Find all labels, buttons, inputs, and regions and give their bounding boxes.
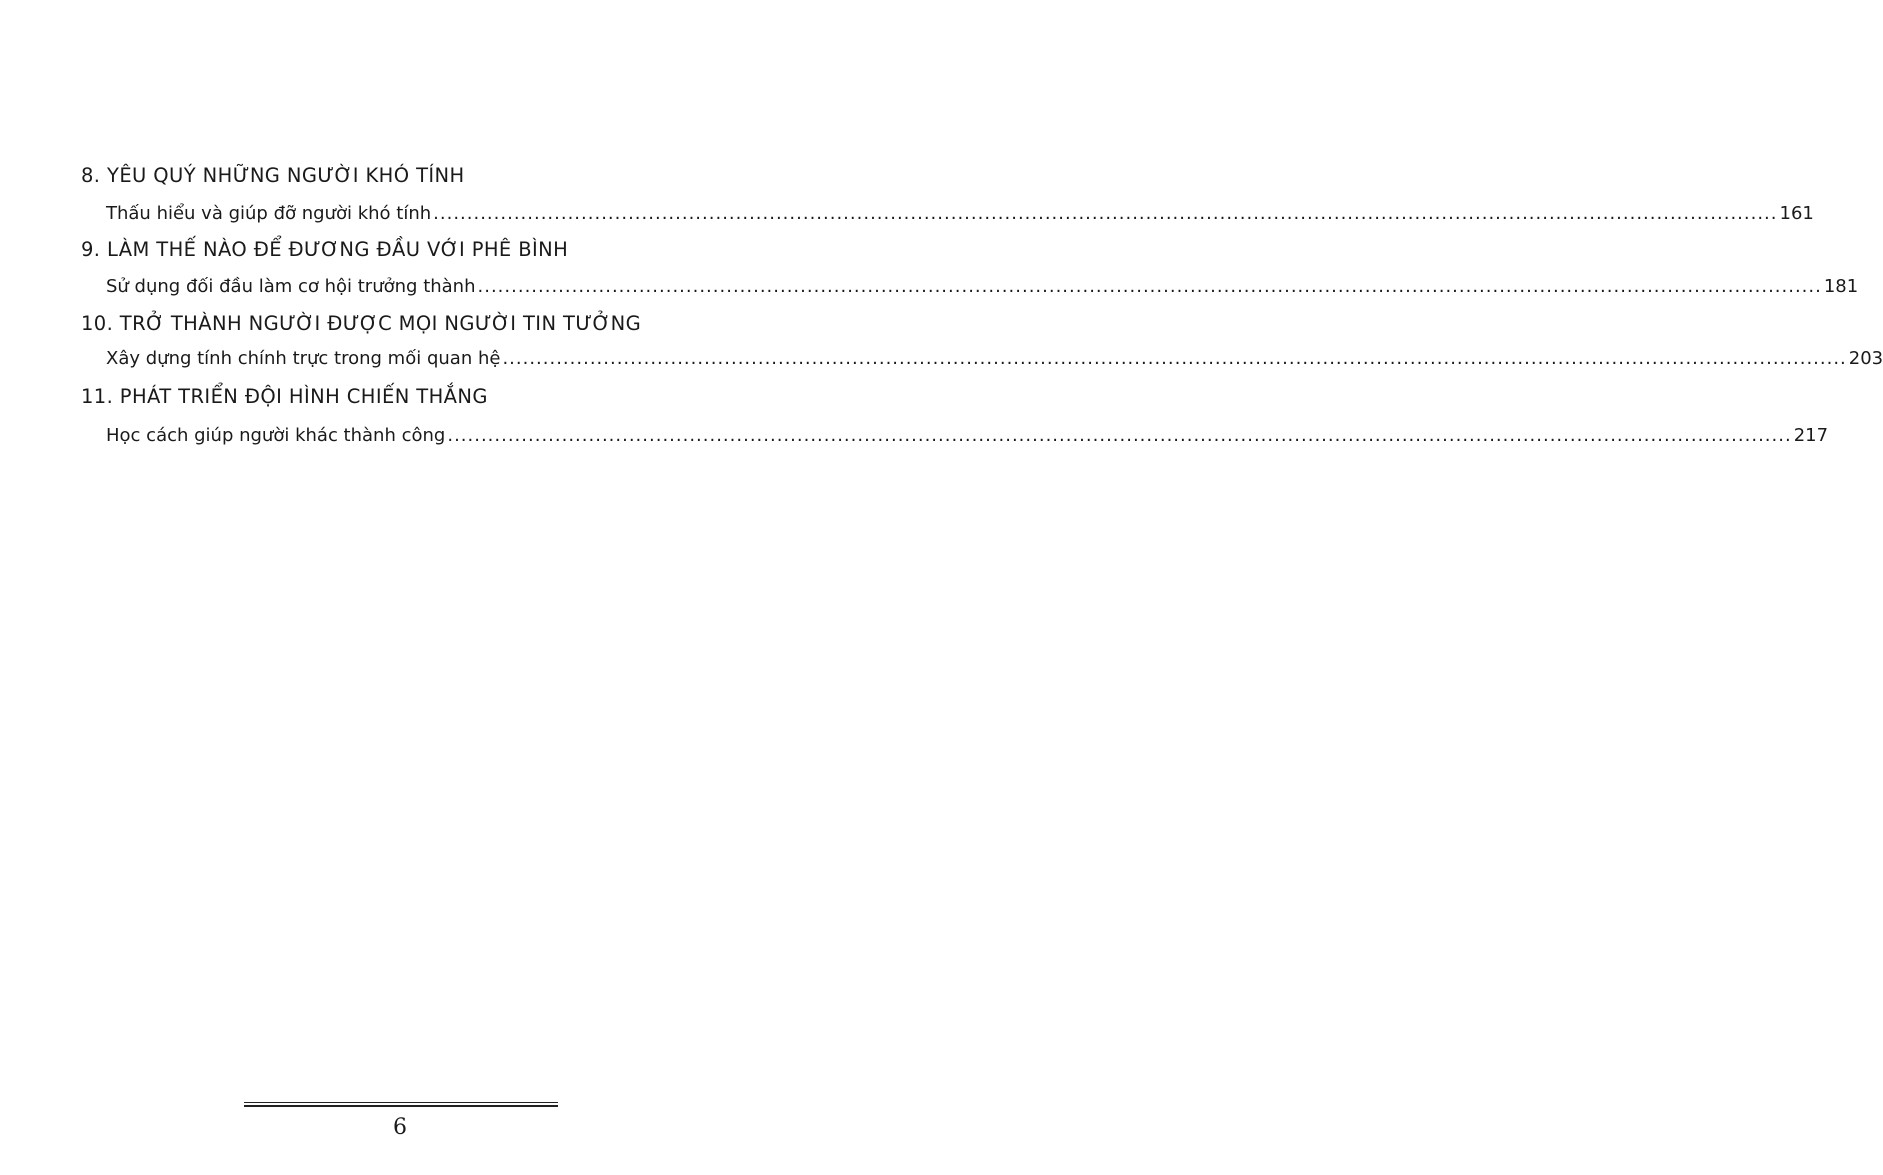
chapter-title: 11. PHÁT TRIỂN ĐỘI HÌNH CHIẾN THẮNG: [81, 385, 488, 408]
entry-page-number: 161: [1779, 203, 1814, 224]
dot-leader: ........................................................................................................................................................................................................: [433, 203, 1778, 224]
dot-leader: ........................................................................................................................................................................................................: [502, 348, 1847, 369]
entry-text: Học cách giúp người khác thành công: [106, 425, 446, 446]
entry-text: Xây dựng tính chính trực trong mối quan hệ: [106, 348, 501, 369]
entry-page-number: 217: [1793, 425, 1829, 446]
entry-text: Thấu hiểu và giúp đỡ người khó tính: [106, 203, 432, 224]
dot-leader: ........................................................................................................................................................................................................: [477, 276, 1822, 297]
toc-entry[interactable]: [106, 424, 1829, 448]
toc-entry[interactable]: [106, 347, 1883, 371]
entry-page-number: 203: [1848, 348, 1883, 369]
footer-rule: [244, 1105, 558, 1107]
dot-leader: ........................................................................................................................................................................................................: [447, 425, 1792, 446]
chapter-title: 8. YÊU QUÝ NHỮNG NGƯỜI KHÓ TÍNH: [81, 164, 465, 187]
entry-text: Sử dụng đối đầu làm cơ hội trưởng thành: [106, 276, 476, 297]
toc-entry[interactable]: [106, 202, 1814, 226]
entry-page-number: 181: [1823, 276, 1859, 297]
page-number: 6: [393, 1115, 407, 1140]
footer-rule: [244, 1102, 558, 1103]
chapter-title: 10. TRỞ THÀNH NGƯỜI ĐƯỢC MỌI NGƯỜI TIN TƯỞNG: [81, 312, 642, 335]
chapter-title: 9. LÀM THẾ NÀO ĐỂ ĐƯƠNG ĐẦU VỚI PHÊ BÌNH: [81, 238, 569, 261]
toc-entry[interactable]: [106, 275, 1859, 299]
